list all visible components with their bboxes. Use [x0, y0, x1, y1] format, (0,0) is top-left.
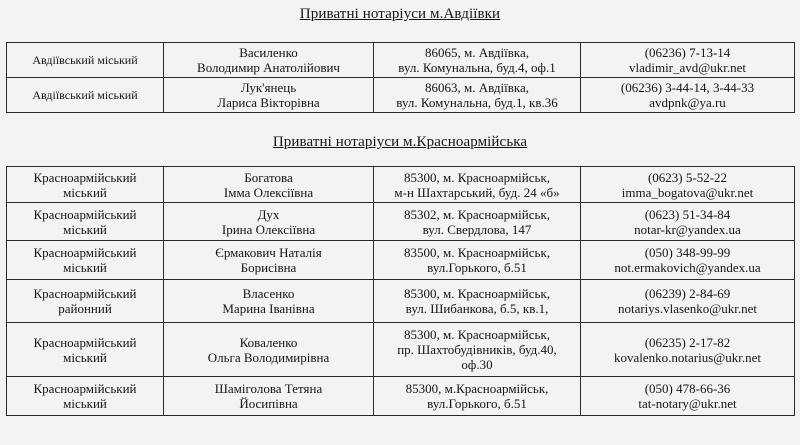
district-line: Красноармійський	[33, 169, 137, 185]
address-cell	[374, 241, 581, 280]
district-line: міський	[63, 396, 107, 411]
contact-line: (06235) 2-17-82	[644, 334, 731, 350]
district-line: міський	[63, 260, 107, 275]
notary-name-cell	[164, 78, 374, 113]
notary-name-line: Богатова	[244, 169, 293, 185]
district-line: районний	[58, 301, 112, 316]
address-line: вул. Комунальна, буд.1, кв.36	[396, 95, 558, 110]
district-line: Красноармійський	[33, 334, 137, 350]
notary-name-line: Лариса Вікторівна	[217, 95, 320, 110]
district-line: міський	[63, 221, 107, 237]
notary-name-line: Йосипівна	[239, 396, 298, 411]
notary-name-line: Ольга Володимирівна	[207, 349, 330, 365]
district-line: Красноармійський	[33, 206, 137, 222]
district-cell	[7, 43, 164, 78]
district-cell	[7, 280, 164, 323]
table-row	[7, 203, 795, 241]
notary-name-cell	[164, 241, 374, 280]
table-row	[7, 241, 795, 280]
district-line: міський	[63, 184, 107, 200]
table-row	[7, 43, 795, 78]
section-title-avdiivka: Приватні нотаріуси м.Авдіївки	[299, 6, 501, 22]
table-row	[7, 323, 795, 377]
district-cell	[7, 167, 164, 203]
notary-name-cell	[164, 280, 374, 323]
contact-line: not.ermakovich@yandex.ua	[614, 260, 761, 275]
address-cell	[374, 167, 581, 203]
address-line: 86063, м. Авдіївка,	[424, 80, 530, 95]
notary-name-line: Власенко	[242, 286, 295, 301]
notary-name-line: Шаміголова Тетяна	[214, 381, 323, 396]
notary-name-line: Марина Іванівна	[222, 301, 315, 316]
contact-cell	[581, 167, 795, 203]
contact-cell	[581, 323, 795, 377]
notary-name-cell	[164, 43, 374, 78]
address-line: 85300, м. Красноармійськ,	[403, 327, 551, 342]
contact-line: vladimir_avd@ukr.net	[628, 60, 747, 75]
district-line: Красноармійський	[33, 286, 137, 301]
address-line: 85300, м. Красноармійськ,	[403, 169, 551, 185]
address-line: пр. Шахтобудівників, буд.40,	[397, 342, 557, 357]
contact-line: kovalenko.notarius@ukr.net	[614, 349, 761, 365]
contact-line: avdpnk@ya.ru	[649, 95, 726, 110]
contact-line: notar-kr@yandex.ua	[634, 221, 741, 237]
address-line: оф.30	[461, 357, 493, 372]
address-line: вул. Свердлова, 147	[422, 221, 532, 237]
address-line: 86065, м. Авдіївка,	[424, 45, 530, 60]
contact-line: notariys.vlasenko@ukr.net	[617, 301, 758, 316]
notary-name-line: Лук'янець	[240, 80, 297, 95]
table-row	[7, 377, 795, 416]
address-line: 83500, м. Красноармійськ,	[403, 245, 551, 260]
contact-line: tat-notary@ukr.net	[638, 396, 737, 411]
notary-name-line: Борисівна	[240, 260, 297, 275]
contact-line: (050) 478-66-36	[644, 381, 731, 396]
address-cell	[374, 323, 581, 377]
address-line: 85302, м. Красноармійськ,	[403, 206, 551, 222]
section-title-krasnoarmiisk: Приватні нотаріуси м.Красноармійська	[272, 134, 528, 150]
address-cell	[374, 43, 581, 78]
notary-table-avdiivka	[6, 42, 795, 113]
contact-cell	[581, 241, 795, 280]
address-line: 85300, м.Красноармійськ,	[405, 381, 549, 396]
table-row	[7, 167, 795, 203]
address-line: вул. Комунальна, буд.4, оф.1	[398, 60, 556, 75]
notary-name-cell	[164, 377, 374, 416]
notary-name-line: Ірина Олексіївна	[221, 221, 316, 237]
notary-name-cell	[164, 203, 374, 241]
district-line: міський	[63, 349, 107, 365]
district-cell	[7, 241, 164, 280]
district-cell	[7, 203, 164, 241]
address-line: вул.Горького, б.51	[427, 396, 527, 411]
contact-cell	[581, 280, 795, 323]
address-cell	[374, 203, 581, 241]
notary-name-line: Дух	[257, 206, 280, 222]
address-line: вул. Шибанкова, б.5, кв.1,	[405, 301, 549, 316]
contact-cell	[581, 78, 795, 113]
address-cell	[374, 280, 581, 323]
notary-name-line: Коваленко	[239, 334, 298, 350]
notary-name-cell	[164, 323, 374, 377]
address-cell	[374, 78, 581, 113]
contact-line: (0623) 5-52-22	[647, 169, 728, 185]
contact-line: (06239) 2-84-69	[644, 286, 731, 301]
contact-cell	[581, 203, 795, 241]
address-line: м-н Шахтарський, буд. 24 «б»	[394, 184, 560, 200]
contact-line: (0623) 51-34-84	[644, 206, 731, 222]
address-cell	[374, 377, 581, 416]
contact-line: imma_bogatova@ukr.net	[621, 184, 754, 200]
district-line: Красноармійський	[33, 381, 137, 396]
address-line: 85300, м. Красноармійськ,	[403, 286, 551, 301]
district-line: Авдіївський міський	[32, 87, 138, 102]
district-line: Авдіївський міський	[32, 52, 138, 67]
district-cell	[7, 323, 164, 377]
table-row	[7, 280, 795, 323]
address-line: вул.Горького, б.51	[427, 260, 527, 275]
contact-line: (06236) 3-44-14, 3-44-33	[620, 80, 755, 95]
district-cell	[7, 377, 164, 416]
table-row	[7, 78, 795, 113]
contact-line: (050) 348-99-99	[644, 245, 731, 260]
notary-name-line: Володимир Анатолійович	[197, 60, 340, 75]
notary-name-line: Імма Олексіївна	[223, 184, 314, 200]
notary-name-line: Василенко	[239, 45, 298, 60]
notary-name-line: Єрмакович Наталія	[215, 245, 322, 260]
contact-cell	[581, 377, 795, 416]
contact-line: (06236) 7-13-14	[644, 45, 731, 60]
district-line: Красноармійський	[33, 245, 137, 260]
notary-table-krasnoarmiisk	[6, 166, 795, 416]
notary-name-cell	[164, 167, 374, 203]
district-cell	[7, 78, 164, 113]
contact-cell	[581, 43, 795, 78]
